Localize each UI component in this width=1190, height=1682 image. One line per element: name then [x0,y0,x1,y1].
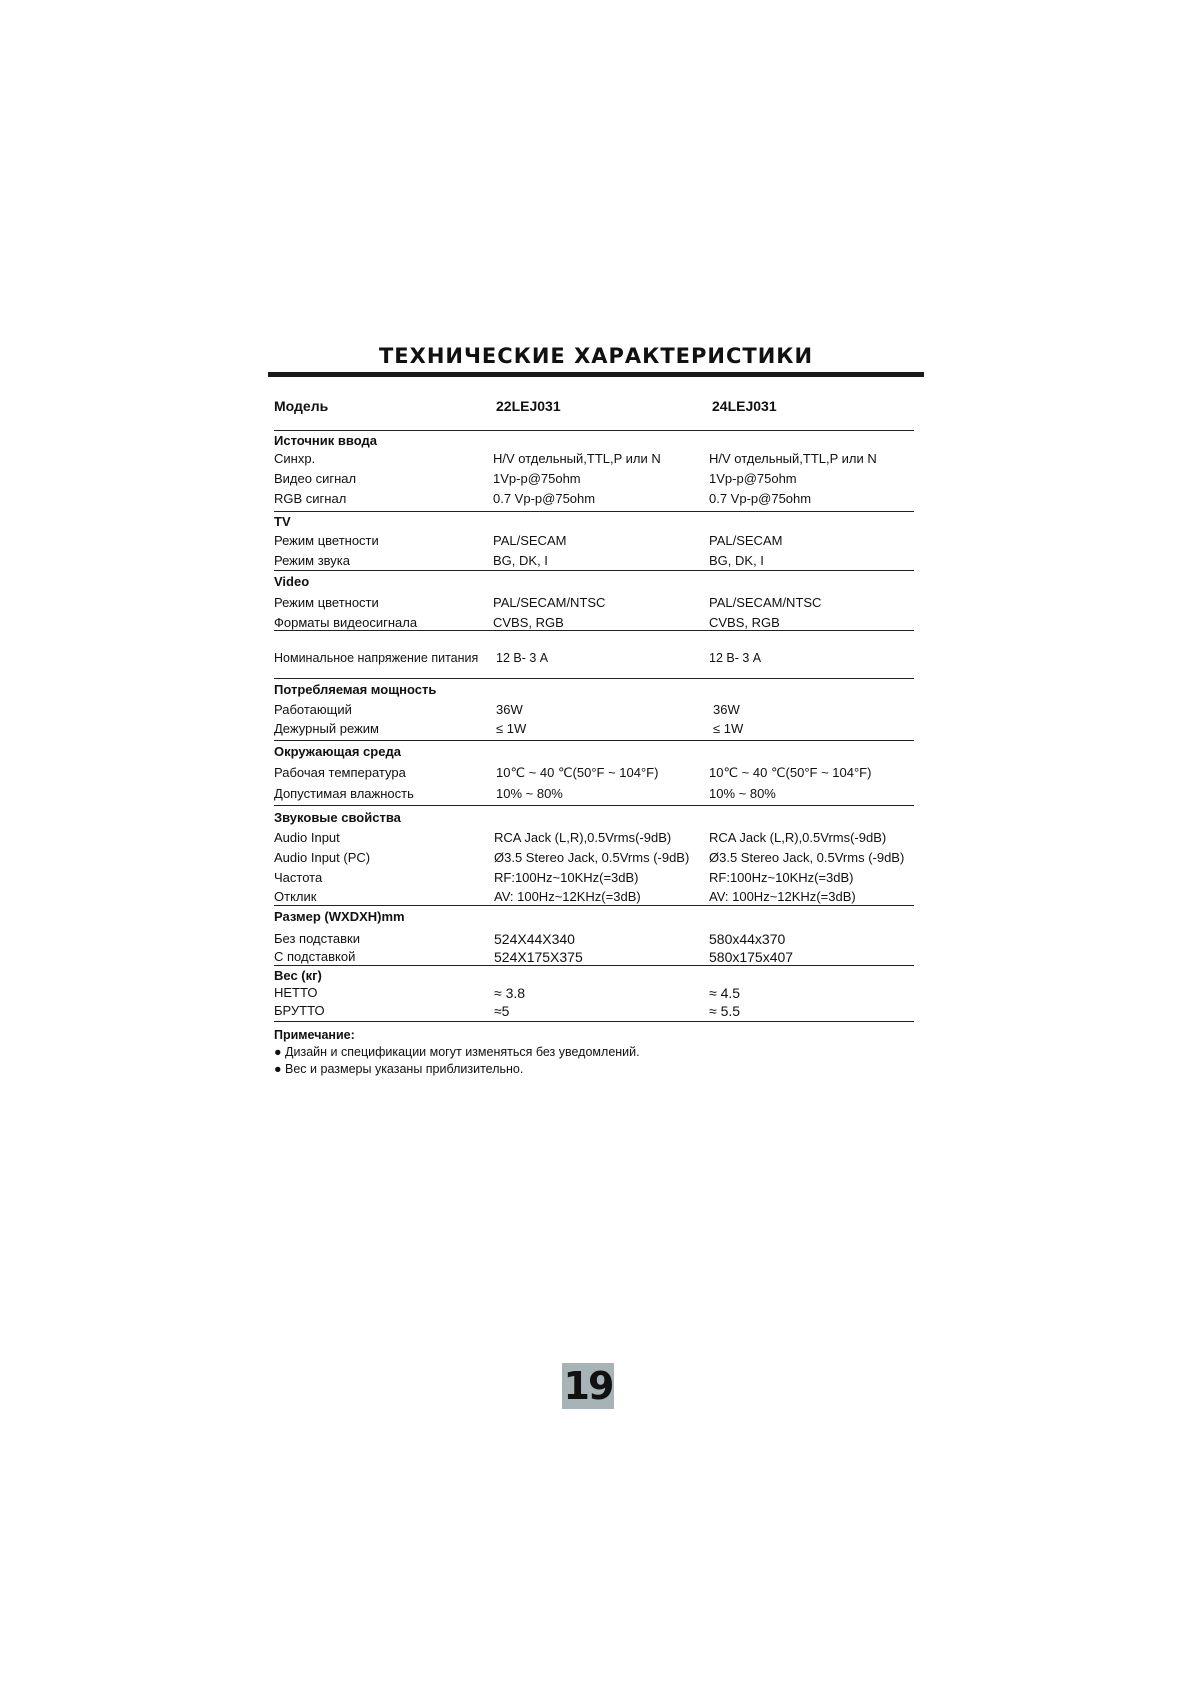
spec-value-model1: PAL/SECAM/NTSC [493,595,606,610]
spec-value-model2: Ø3.5 Stereo Jack, 0.5Vrms (-9dB) [709,850,905,865]
spec-label: БРУТТО [274,1003,325,1018]
spec-label: Работающий [274,702,352,717]
spec-label: Режим цветности [274,595,379,610]
spec-label: Без подставки [274,931,361,946]
spec-value-model1: 1Vp-p@75ohm [493,471,581,486]
spec-row [274,491,914,509]
spec-row [274,451,914,469]
section-title: Окружающая среда [274,744,401,759]
spec-value-model1: 12 В- 3 А [496,651,549,665]
spec-value-model1: Ø3.5 Stereo Jack, 0.5Vrms (-9dB) [494,850,690,865]
spec-label: Режим звука [274,553,350,568]
spec-label: Режим цветности [274,533,379,548]
spec-value-model2: 10℃ ~ 40 ℃(50°F ~ 104°F) [709,765,872,780]
notes-heading: Примечание: [274,1028,355,1042]
divider [274,511,914,512]
notes-block [274,1028,640,1079]
spec-row [274,553,914,571]
divider [274,905,914,906]
spec-value-model2: PAL/SECAM [709,533,783,548]
divider [274,630,914,631]
section-title: Вес (кг) [274,968,322,983]
section-title: TV [274,514,291,529]
spec-value-model1: 10% ~ 80% [496,786,563,801]
spec-value-model1: AV: 100Hz~12KHz(=3dB) [494,889,641,904]
spec-row [274,721,914,739]
note-item: ● Вес и размеры указаны приблизительно. [274,1062,524,1076]
spec-row [274,533,914,551]
section-title: Размер (WXDXH)mm [274,909,405,924]
spec-label: НЕТТО [274,985,318,1000]
spec-label: Форматы видеосигнала [274,615,418,630]
spec-value-model2: 0.7 Vp-p@75ohm [709,491,812,506]
model1-name: 22LEJ031 [496,398,561,414]
divider [274,805,914,806]
spec-label: Синхр. [274,451,316,466]
spec-label: Audio Input [274,830,340,845]
spec-value-model1: 524X44X340 [494,931,575,947]
spec-row [274,471,914,489]
spec-row [274,850,914,868]
spec-value-model2: RF:100Hz~10KHz(=3dB) [709,870,854,885]
spec-label: Частота [274,870,323,885]
spec-label: RGB сигнал [274,491,347,506]
spec-row [274,702,914,720]
spec-value-model1: BG, DK, I [493,553,548,568]
spec-row [274,765,914,783]
spec-label: Номинальное напряжение питания [274,651,479,665]
spec-value-model1: 524X175X375 [494,949,583,965]
spec-label: Audio Input (PC) [274,850,371,865]
section-title: Video [274,574,310,589]
section-title: Звуковые свойства [274,810,401,825]
spec-value-model2: RCA Jack (L,R),0.5Vrms(-9dB) [709,830,887,845]
spec-value-model2: H/V отдельный,TTL,P или N [709,451,877,466]
divider [274,570,914,571]
note-item: ● Дизайн и спецификации могут изменяться без уведомлений. [274,1045,640,1059]
title-rule [268,372,924,377]
spec-value-model2: CVBS, RGB [709,615,780,630]
spec-value-model2: ≈ 4.5 [709,985,741,1001]
spec-row [274,870,914,888]
page-number: 19 [563,1364,613,1408]
spec-row [274,985,914,1003]
spec-value-model2: ≈ 5.5 [709,1003,741,1019]
spec-label: Отклик [274,889,317,904]
spec-value-model2: PAL/SECAM/NTSC [709,595,822,610]
divider [274,740,914,741]
spec-label: Рабочая температура [274,765,406,780]
model-label: Модель [274,398,329,414]
spec-value-model1: 10℃ ~ 40 ℃(50°F ~ 104°F) [496,765,659,780]
spec-value-model2: 10% ~ 80% [709,786,776,801]
divider [274,965,914,966]
spec-value-model1: 0.7 Vp-p@75ohm [493,491,596,506]
spec-value-model1: ≤ 1W [496,721,527,736]
spec-value-model2: AV: 100Hz~12KHz(=3dB) [709,889,856,904]
model2-name: 24LEJ031 [712,398,777,414]
divider [274,678,914,679]
spec-label: С подставкой [274,949,356,964]
spec-value-model1: H/V отдельный,TTL,P или N [493,451,661,466]
spec-value-model2: ≤ 1W [713,721,744,736]
spec-value-model2: 580x44x370 [709,931,786,947]
spec-label: Дежурный режим [274,721,379,736]
spec-row [274,1003,914,1021]
page-title: ТЕХНИЧЕСКИЕ ХАРАКТЕРИСТИКИ [378,344,814,368]
spec-value-model1: RCA Jack (L,R),0.5Vrms(-9dB) [494,830,672,845]
spec-value-model1: RF:100Hz~10KHz(=3dB) [494,870,639,885]
spec-row [274,651,914,669]
spec-value-model2: 36W [713,702,740,717]
spec-value-model1: PAL/SECAM [493,533,567,548]
spec-row [274,595,914,613]
spec-value-model1: 36W [496,702,523,717]
spec-value-model2: BG, DK, I [709,553,764,568]
spec-value-model2: 1Vp-p@75ohm [709,471,797,486]
section-title: Источник ввода [274,433,377,448]
spec-value-model1: ≈ 3.8 [494,985,526,1001]
divider [274,430,914,431]
spec-row [274,830,914,848]
spec-value-model1: CVBS, RGB [493,615,564,630]
spec-value-model1: ≈5 [494,1003,510,1019]
spec-row [274,786,914,804]
divider [274,1021,914,1022]
model-header-row [274,398,914,420]
spec-value-model2: 12 В- 3 А [709,651,762,665]
spec-label: Видео сигнал [274,471,357,486]
spec-label: Допустимая влажность [274,786,414,801]
spec-value-model2: 580x175x407 [709,949,794,965]
section-title: Потребляемая мощность [274,682,437,697]
spec-row [274,931,914,949]
